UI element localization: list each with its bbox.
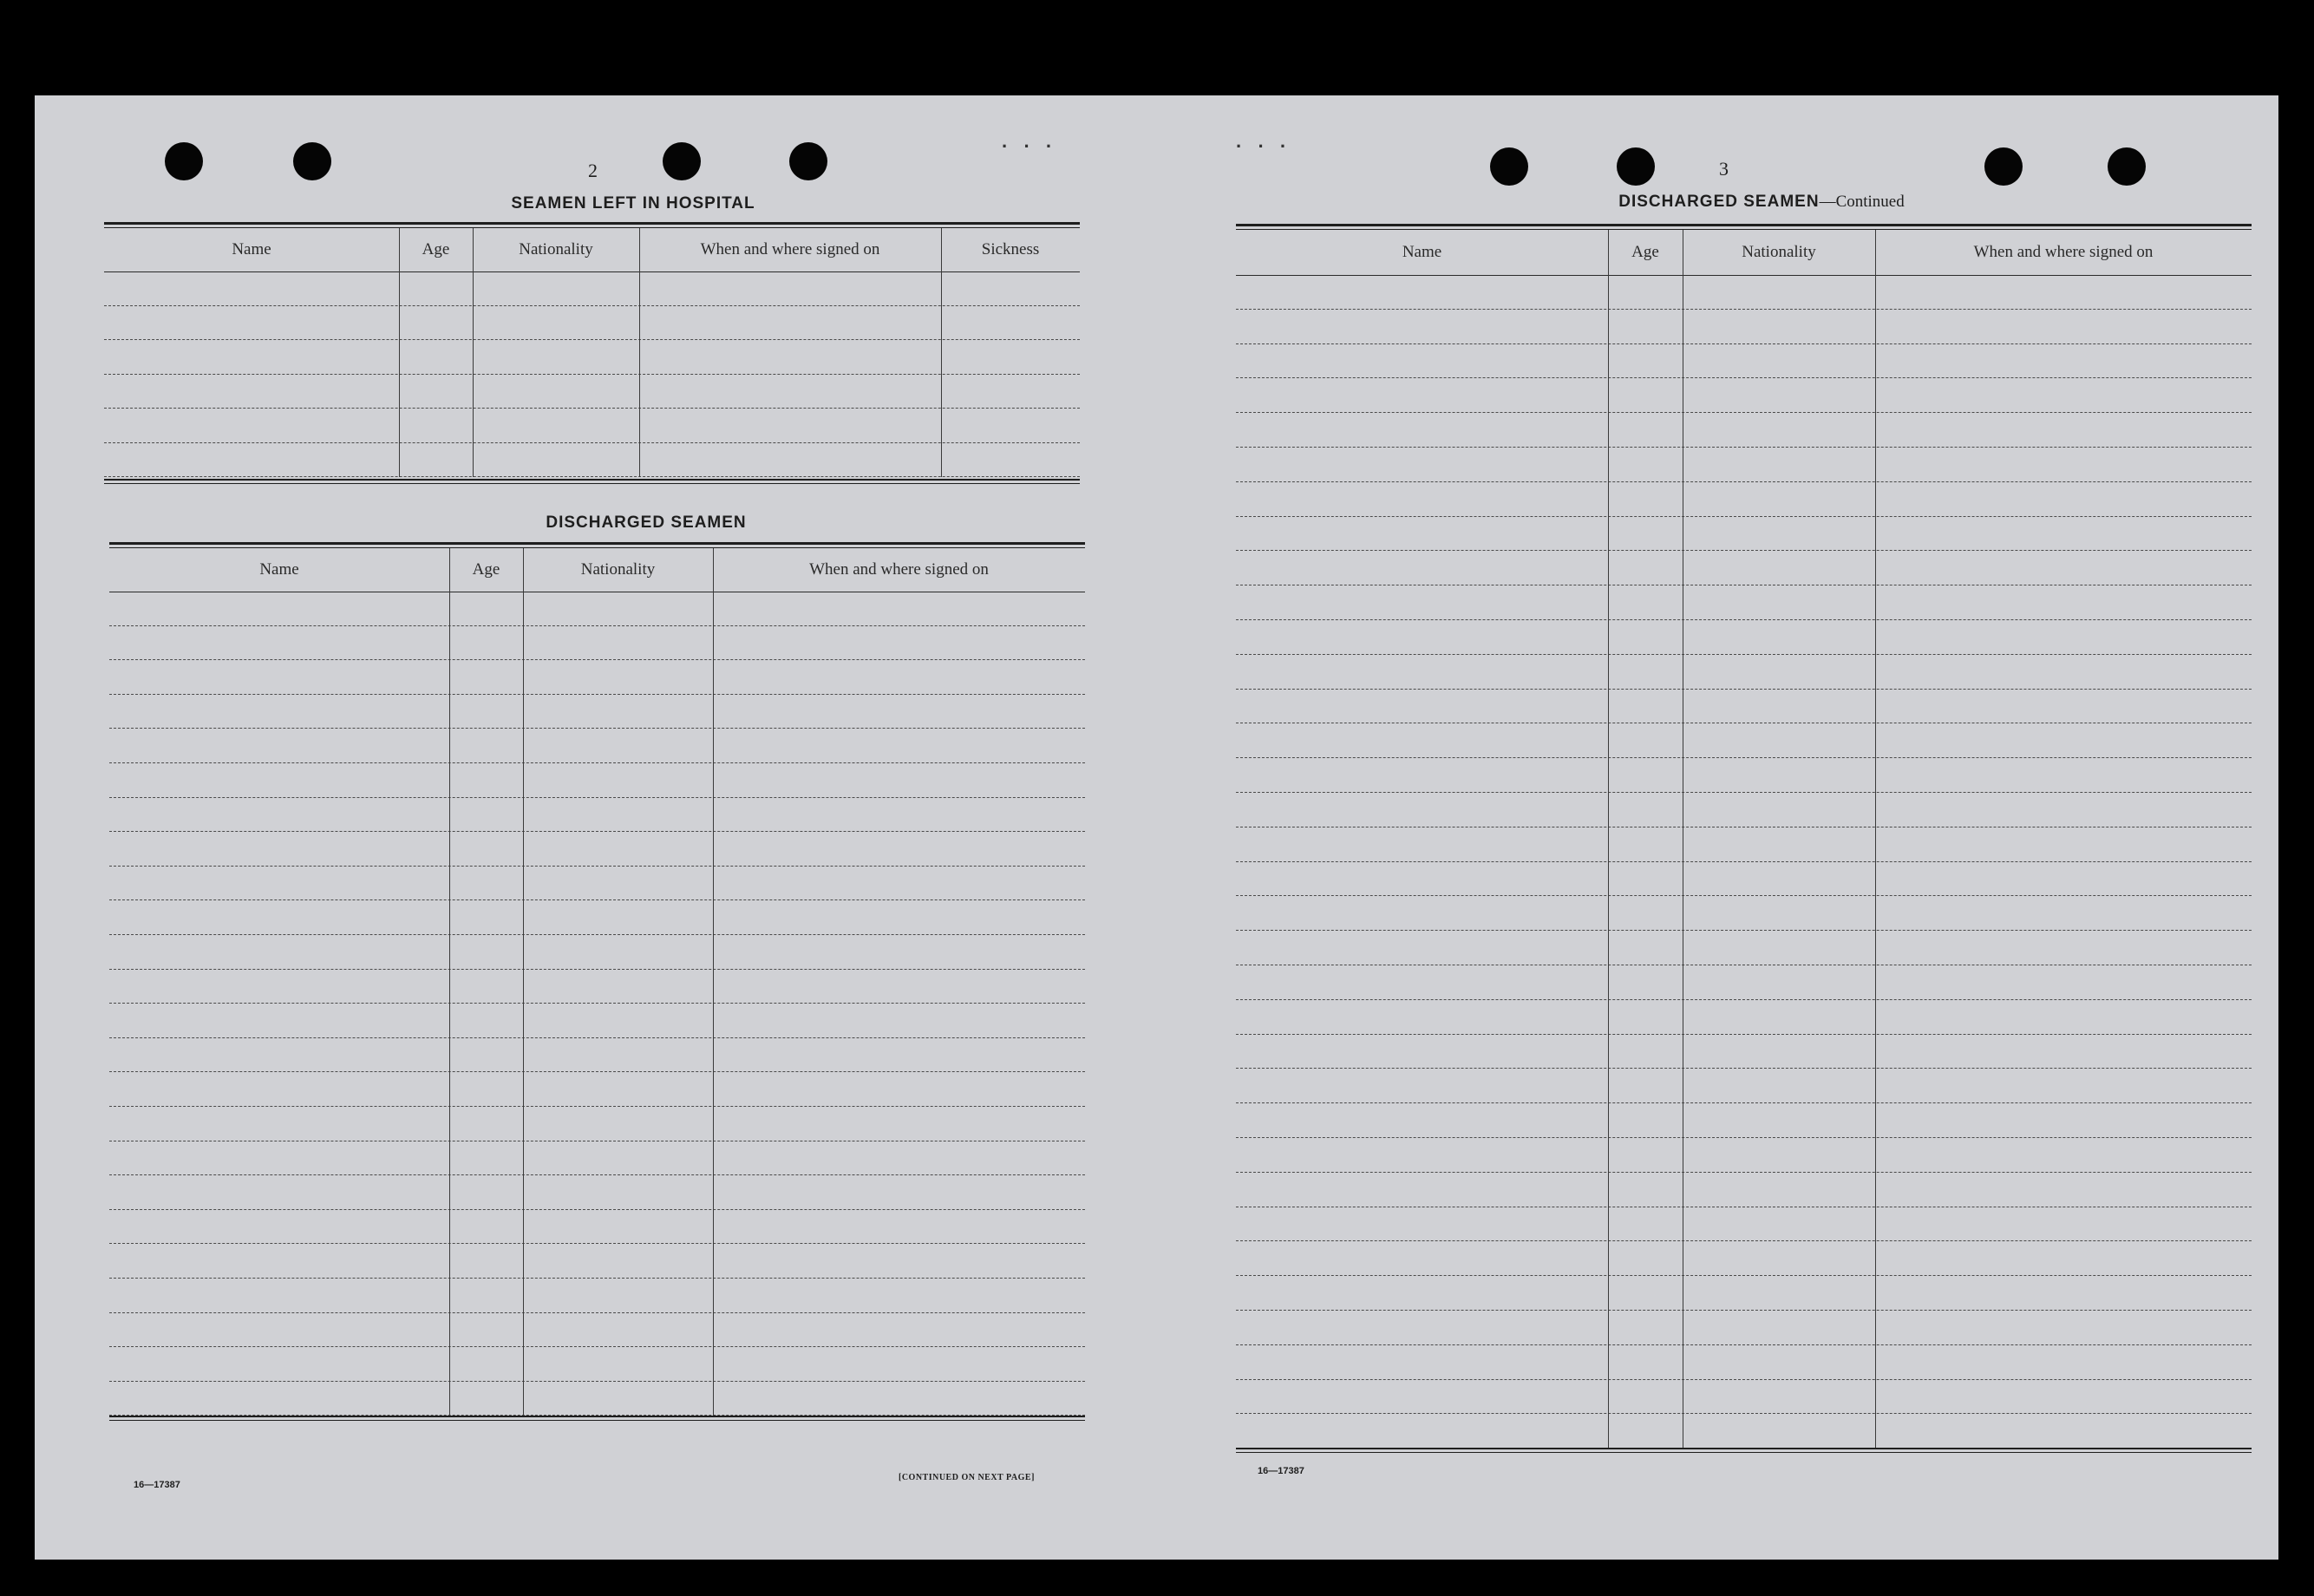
punch-hole [1984,147,2023,186]
column-header-when-and-where-signed-on: When and where signed on [700,240,880,258]
discharged-table-right [1236,224,2252,1459]
column-header-sickness: Sickness [981,240,1040,258]
table-row [1236,1069,2252,1103]
table-row [109,867,1085,901]
table-row [104,409,1080,443]
column-divider [473,228,474,477]
table-row [109,1244,1085,1279]
table-row [104,271,1080,306]
column-header-when-and-where-signed-on: When and where signed on [1973,243,2154,261]
table-row [109,1107,1085,1141]
column-header-nationality: Nationality [1742,243,1816,261]
table-row [109,1279,1085,1313]
table-row [1236,275,2252,310]
double-rule [1236,224,2252,230]
table-row [1236,551,2252,585]
table-row [109,660,1085,695]
table-row [109,798,1085,833]
table-row [1236,723,2252,758]
double-rule [1236,1448,2252,1453]
table-row [109,626,1085,661]
ink-specks: · · · [1002,135,1058,157]
section-title-discharged-continued [1271,193,2252,212]
table-row [104,375,1080,409]
punch-hole [1617,147,1655,186]
discharged-table-left [109,542,1085,1471]
table-row [1236,310,2252,344]
double-rule [109,1416,1085,1421]
table-row [1236,1380,2252,1415]
table-row [1236,1207,2252,1242]
table-row [1236,827,2252,862]
table-row [109,1347,1085,1382]
column-divider [399,228,400,477]
column-header-when-and-where-signed-on: When and where signed on [809,560,989,579]
section-title-discharged: DISCHARGED SEAMEN [546,513,747,532]
column-divider [523,548,524,1416]
punch-hole [663,142,701,180]
hospital-table [104,222,1080,491]
table-row [109,1210,1085,1245]
table-row [109,900,1085,935]
table-row [1236,344,2252,379]
form-code: 16—17387 [134,1480,180,1490]
table-row [1236,413,2252,448]
table-row [109,1313,1085,1348]
column-divider [941,228,942,477]
punch-hole [789,142,827,180]
table-row [109,729,1085,763]
table-row [104,340,1080,375]
table-row [1236,1000,2252,1035]
page-number: 3 [1719,158,1729,180]
ink-specks: · · · [1236,135,1292,157]
table-row [1236,1173,2252,1207]
column-divider [449,548,450,1416]
section-title-hospital: SEAMEN LEFT IN HOSPITAL [511,194,755,213]
table-row [1236,517,2252,552]
table-row [1236,965,2252,1000]
form-code: 16—17387 [1258,1466,1304,1476]
column-header-age: Age [472,560,500,579]
table-row [109,832,1085,867]
table-row [1236,378,2252,413]
column-divider [639,228,640,477]
table-row [104,306,1080,341]
table-row [1236,655,2252,690]
column-divider [1608,230,1609,1449]
table-row [1236,931,2252,965]
table-row [104,443,1080,478]
table-row [109,1141,1085,1176]
table-row [1236,1276,2252,1311]
column-header-nationality: Nationality [519,240,593,258]
table-row [109,763,1085,798]
column-divider [713,548,714,1416]
table-row [109,695,1085,729]
section-title-text: DISCHARGED SEAMEN [1618,193,1820,211]
table-row [1236,758,2252,793]
page-number: 2 [588,160,598,181]
table-row [1236,1103,2252,1138]
table-row [109,592,1085,626]
table-row [109,1175,1085,1210]
column-divider [1875,230,1876,1449]
column-header-name: Name [1402,243,1442,261]
table-row [1236,896,2252,931]
column-header-name: Name [259,560,299,579]
table-row [109,1038,1085,1073]
column-header-name: Name [232,240,271,258]
punch-hole [165,142,203,180]
section-title-suffix: —Continued [1819,193,1905,211]
punch-hole [2108,147,2146,186]
column-header-age: Age [1631,243,1659,261]
table-row [1236,585,2252,620]
table-row [1236,1345,2252,1380]
column-header-age: Age [422,240,450,258]
table-row [109,1382,1085,1416]
table-row [109,970,1085,1004]
double-rule [109,542,1085,548]
table-row [1236,1414,2252,1449]
table-row [109,1004,1085,1038]
table-row [1236,1035,2252,1069]
double-rule [104,479,1080,484]
punch-hole [293,142,331,180]
table-row [1236,793,2252,827]
table-row [1236,448,2252,482]
table-row [1236,1241,2252,1276]
table-row [1236,620,2252,655]
punch-hole [1490,147,1528,186]
table-row [1236,482,2252,517]
document-sheet [35,95,2278,1560]
continued-note: [CONTINUED ON NEXT PAGE] [899,1473,1035,1482]
column-header-nationality: Nationality [580,560,656,579]
table-row [1236,1311,2252,1345]
table-row [109,935,1085,970]
table-row [1236,862,2252,897]
double-rule [104,222,1080,228]
table-row [1236,1138,2252,1173]
table-row [109,1072,1085,1107]
table-row [1236,690,2252,724]
